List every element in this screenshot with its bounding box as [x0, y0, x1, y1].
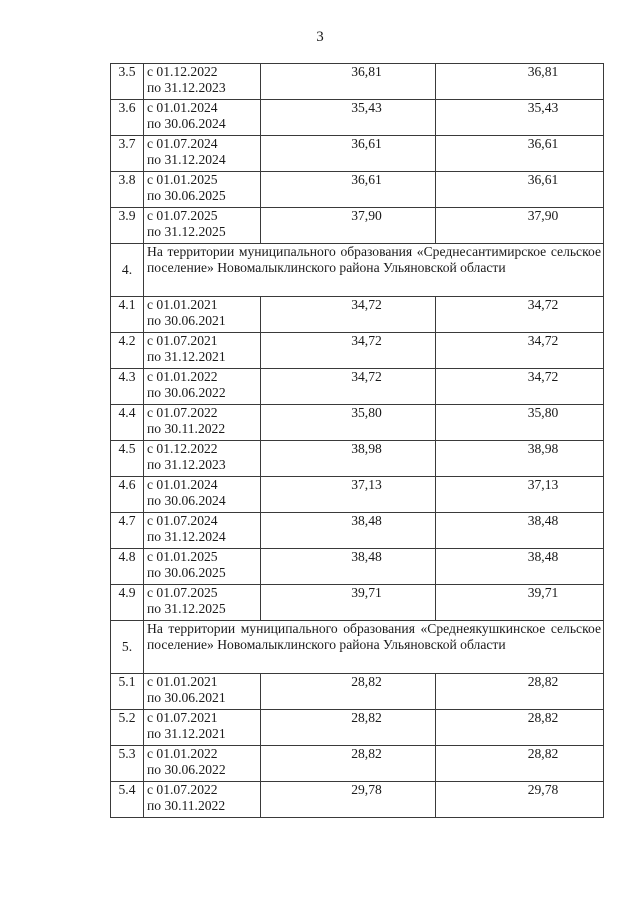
tariff-value-1: 36,81: [261, 64, 436, 100]
row-number: 5.4: [111, 782, 144, 818]
tariff-value-1: 29,78: [261, 782, 436, 818]
period-cell: [144, 405, 261, 441]
tariff-value-1: 36,61: [261, 136, 436, 172]
period-start: с 01.01.2025: [147, 172, 218, 187]
tariff-value-1: 35,43: [261, 100, 436, 136]
table-row: [111, 782, 604, 818]
tariff-value-1: 35,80: [261, 405, 436, 441]
period-end: по 30.06.2022: [147, 385, 226, 400]
tariff-value-2: 37,90: [436, 208, 604, 244]
period-start: с 01.01.2022: [147, 746, 218, 761]
row-number: 3.6: [111, 100, 144, 136]
period-end: по 31.12.2023: [147, 80, 226, 95]
table-row: [111, 136, 604, 172]
tariff-value-1: 34,72: [261, 333, 436, 369]
row-number: 5.2: [111, 710, 144, 746]
period-end: по 31.12.2025: [147, 224, 226, 239]
section-number: 5.: [111, 621, 144, 674]
table-row: [111, 297, 604, 333]
row-number: 3.8: [111, 172, 144, 208]
table-row: [111, 369, 604, 405]
period-start: с 01.01.2024: [147, 477, 218, 492]
tariff-value-1: 28,82: [261, 710, 436, 746]
period-start: с 01.07.2025: [147, 585, 218, 600]
period-start: с 01.01.2025: [147, 549, 218, 564]
tariff-value-1: 39,71: [261, 585, 436, 621]
period-start: с 01.01.2021: [147, 297, 218, 312]
period-cell: [144, 513, 261, 549]
tariff-value-2: 28,82: [436, 746, 604, 782]
table-row: [111, 477, 604, 513]
period-cell: [144, 172, 261, 208]
table-row: [111, 441, 604, 477]
period-end: по 30.06.2024: [147, 116, 226, 131]
section-number: 4.: [111, 244, 144, 297]
table-row: [111, 710, 604, 746]
row-number: 5.3: [111, 746, 144, 782]
period-end: по 30.06.2025: [147, 188, 226, 203]
tariff-value-2: 34,72: [436, 297, 604, 333]
tariff-value-1: 34,72: [261, 369, 436, 405]
tariff-value-2: 34,72: [436, 333, 604, 369]
period-cell: [144, 297, 261, 333]
tariff-table: [110, 63, 604, 818]
row-number: 4.8: [111, 549, 144, 585]
tariff-value-1: 38,48: [261, 549, 436, 585]
section-header-row: [111, 244, 604, 297]
period-cell: [144, 710, 261, 746]
period-cell: [144, 369, 261, 405]
tariff-value-1: 34,72: [261, 297, 436, 333]
tariff-value-2: 28,82: [436, 710, 604, 746]
period-end: по 30.11.2022: [147, 798, 226, 813]
table-row: [111, 549, 604, 585]
table-row: [111, 172, 604, 208]
tariff-value-2: 34,72: [436, 369, 604, 405]
tariff-value-2: 39,71: [436, 585, 604, 621]
period-cell: [144, 136, 261, 172]
tariff-value-1: 38,48: [261, 513, 436, 549]
period-end: по 31.12.2025: [147, 601, 226, 616]
section-title: На территории муниципального образования «Среднеякушкинское сельское поселение» Новомалыклинского района Ульяновской области: [144, 621, 604, 674]
period-end: по 31.12.2024: [147, 529, 226, 544]
tariff-value-1: 28,82: [261, 674, 436, 710]
period-start: с 01.07.2022: [147, 405, 218, 420]
period-cell: [144, 208, 261, 244]
row-number: 4.7: [111, 513, 144, 549]
period-end: по 30.06.2024: [147, 493, 226, 508]
period-start: с 01.07.2021: [147, 710, 218, 725]
period-start: с 01.01.2022: [147, 369, 218, 384]
row-number: 3.7: [111, 136, 144, 172]
tariff-value-2: 37,13: [436, 477, 604, 513]
period-end: по 30.11.2022: [147, 421, 226, 436]
tariff-value-2: 38,98: [436, 441, 604, 477]
period-end: по 31.12.2024: [147, 152, 226, 167]
page-number: 3: [316, 29, 324, 45]
period-cell: [144, 441, 261, 477]
tariff-value-1: 36,61: [261, 172, 436, 208]
period-cell: [144, 674, 261, 710]
period-cell: [144, 477, 261, 513]
table-row: [111, 64, 604, 100]
tariff-value-2: 35,43: [436, 100, 604, 136]
period-end: по 31.12.2023: [147, 457, 226, 472]
tariff-value-2: 36,81: [436, 64, 604, 100]
tariff-value-2: 28,82: [436, 674, 604, 710]
tariff-value-1: 37,90: [261, 208, 436, 244]
period-cell: [144, 782, 261, 818]
period-end: по 31.12.2021: [147, 726, 226, 741]
section-header-row: [111, 621, 604, 674]
row-number: 3.9: [111, 208, 144, 244]
table-row: [111, 100, 604, 136]
tariff-value-2: 35,80: [436, 405, 604, 441]
tariff-value-2: 38,48: [436, 513, 604, 549]
period-cell: [144, 64, 261, 100]
row-number: 4.3: [111, 369, 144, 405]
period-cell: [144, 746, 261, 782]
period-start: с 01.01.2021: [147, 674, 218, 689]
period-end: по 30.06.2021: [147, 690, 226, 705]
row-number: 4.2: [111, 333, 144, 369]
period-cell: [144, 549, 261, 585]
tariff-value-2: 36,61: [436, 136, 604, 172]
tariff-value-2: 38,48: [436, 549, 604, 585]
tariff-value-1: 28,82: [261, 746, 436, 782]
period-start: с 01.12.2022: [147, 441, 218, 456]
period-start: с 01.07.2024: [147, 136, 218, 151]
row-number: 4.4: [111, 405, 144, 441]
period-cell: [144, 585, 261, 621]
period-cell: [144, 100, 261, 136]
row-number: 4.1: [111, 297, 144, 333]
row-number: 4.5: [111, 441, 144, 477]
period-start: с 01.12.2022: [147, 64, 218, 79]
period-end: по 30.06.2021: [147, 313, 226, 328]
tariff-value-2: 36,61: [436, 172, 604, 208]
period-start: с 01.07.2022: [147, 782, 218, 797]
row-number: 5.1: [111, 674, 144, 710]
row-number: 3.5: [111, 64, 144, 100]
table-row: [111, 405, 604, 441]
table-row: [111, 585, 604, 621]
period-cell: [144, 333, 261, 369]
table-row: [111, 333, 604, 369]
period-end: по 30.06.2025: [147, 565, 226, 580]
period-start: с 01.01.2024: [147, 100, 218, 115]
section-title: На территории муниципального образования «Среднесантимирское сельское поселение» Новомалыклинского района Ульяновской области: [144, 244, 604, 297]
period-start: с 01.07.2021: [147, 333, 218, 348]
period-start: с 01.07.2025: [147, 208, 218, 223]
period-end: по 31.12.2021: [147, 349, 226, 364]
table-row: [111, 513, 604, 549]
period-end: по 30.06.2022: [147, 762, 226, 777]
row-number: 4.6: [111, 477, 144, 513]
tariff-table-body: [111, 64, 604, 818]
tariff-value-1: 37,13: [261, 477, 436, 513]
tariff-value-2: 29,78: [436, 782, 604, 818]
row-number: 4.9: [111, 585, 144, 621]
tariff-value-1: 38,98: [261, 441, 436, 477]
table-row: [111, 674, 604, 710]
period-start: с 01.07.2024: [147, 513, 218, 528]
table-row: [111, 746, 604, 782]
table-row: [111, 208, 604, 244]
